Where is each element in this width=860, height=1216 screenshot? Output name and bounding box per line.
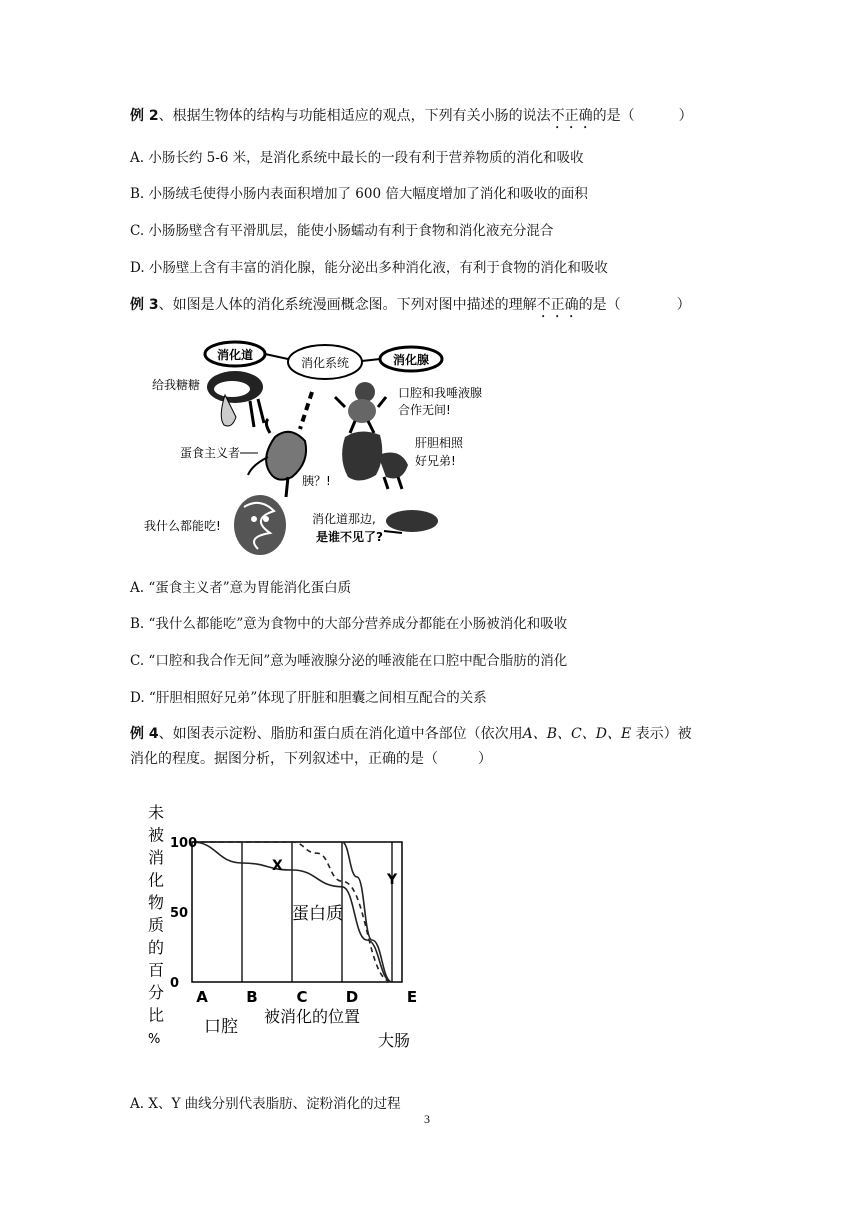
stomach-icon xyxy=(248,419,306,480)
small-intestine-icon xyxy=(234,495,286,555)
pancreas-question: 胰？! xyxy=(302,474,331,488)
x-tick-label: C xyxy=(296,988,308,1006)
series-label-protein: 蛋白质 xyxy=(292,904,343,924)
chart-x-ticks xyxy=(196,988,417,1006)
bubble-left-text: 消化道 xyxy=(216,348,254,362)
liver-icon xyxy=(342,431,408,489)
x-tick-label: B xyxy=(246,988,258,1006)
mouth-caption: 给我糖糖 xyxy=(152,378,201,392)
y-label-char: 质 xyxy=(148,915,165,935)
q3-option-b: B. “我什么都能吃”意为食物中的大部分营养成分都能在小肠被消化和吸收 xyxy=(130,616,568,632)
q2-stem: 例 2、根据生物体的结构与功能相适应的观点，下列有关小肠的说法不正确的是（ ） xyxy=(130,108,693,124)
q3-label: 例 3 xyxy=(130,297,159,313)
y-label-char: 未 xyxy=(148,803,165,822)
q2-option-a: A. 小肠长约 5-6 米，是消化系统中最长的一段有利于营养物质的消化和吸收 xyxy=(130,150,584,166)
q4-stem-line1: 例 4、如图表示淀粉、脂肪和蛋白质在消化道中各部位（依次用A、B、C、D、E 表示）被 xyxy=(130,726,692,742)
q4-label: 例 4 xyxy=(130,726,159,742)
series-label-x: X xyxy=(272,858,283,874)
intestine-caption: 我什么都能吃! xyxy=(144,519,221,533)
salivary-caption-2: 合作无间! xyxy=(398,403,451,417)
y-tick-label: 0 xyxy=(170,976,180,991)
y-label-char: % xyxy=(148,1032,161,1047)
digestive-cartoon-diagram xyxy=(140,337,520,565)
q3-emphasis: 不正确 xyxy=(536,297,579,313)
q3-option-c: C. “口腔和我合作无间”意为唾液腺分泌的唾液能在口腔中配合脂肪的消化 xyxy=(130,653,568,669)
y-label-char: 化 xyxy=(148,870,165,890)
q2-option-b: B. 小肠绒毛使得小肠内表面积增加了 600 倍大幅度增加了消化和吸收的面积 xyxy=(130,186,588,202)
bubble-right-text: 消化腺 xyxy=(392,353,430,367)
y-label-char: 的 xyxy=(148,938,165,957)
q4-stem-line2: 消化的程度。据图分析，下列叙述中，正确的是（ ） xyxy=(130,751,492,767)
region-label-large-intestine: 大肠 xyxy=(378,1031,411,1050)
y-label-char: 消 xyxy=(148,848,165,867)
x-tick-label: A xyxy=(196,988,208,1006)
q3-option-d: D. “肝胆相照好兄弟”体现了肝脏和胆囊之间相互配合的关系 xyxy=(130,690,487,706)
chart-series xyxy=(192,842,398,982)
y-label-char: 被 xyxy=(148,825,165,845)
pancreas-caption-1: 消化道那边, xyxy=(312,512,376,526)
q4-option-a: A. X、Y 曲线分别代表脂肪、淀粉消化的过程 xyxy=(130,1096,401,1112)
mouth-cartoon-icon xyxy=(207,371,264,427)
stomach-caption: 蛋食主义者 xyxy=(180,446,241,460)
liver-caption-2: 好兄弟! xyxy=(415,454,456,468)
chart-x-axis-label: 被消化的位置 xyxy=(264,1007,361,1026)
bubble-center-text: 消化系统 xyxy=(300,356,350,370)
y-label-char: 分 xyxy=(148,983,165,1002)
y-label-char: 比 xyxy=(148,1005,165,1025)
y-label-char: 百 xyxy=(148,960,165,980)
x-tick-label: E xyxy=(406,988,418,1006)
chart-y-axis-label xyxy=(148,803,164,1047)
y-label-char: 物 xyxy=(148,893,165,912)
q2-option-c: C. 小肠肠壁含有平滑肌层，能使小肠蠕动有利于食物和消化液充分混合 xyxy=(130,223,554,239)
q2-option-d: D. 小肠壁上含有丰富的消化腺，能分泌出多种消化液，有利于食物的消化和吸收 xyxy=(130,260,608,276)
series-label-y: Y xyxy=(387,872,398,888)
pancreas-caption-2: 是谁不见了? xyxy=(316,530,383,544)
q2-emphasis: 不正确 xyxy=(550,108,593,124)
y-tick-label: 50 xyxy=(170,906,189,921)
q2-label: 例 2 xyxy=(130,108,159,124)
salivary-gland-icon xyxy=(335,382,386,433)
salivary-caption-1: 口腔和我唾液腺 xyxy=(398,386,483,400)
chart-y-ticks xyxy=(170,836,197,991)
q3-stem: 例 3、如图是人体的消化系统漫画概念图。下列对图中描述的理解不正确的是（ ） xyxy=(130,297,691,313)
pancreas-icon xyxy=(384,510,438,533)
page-number: 3 xyxy=(424,1112,430,1126)
y-tick-label: 100 xyxy=(170,836,198,851)
q4-letters: A、B、C、D、E xyxy=(522,726,632,742)
esophagus-link xyxy=(300,392,312,429)
liver-caption-1: 肝胆相照 xyxy=(415,436,464,450)
digestion-chart xyxy=(140,790,440,1070)
q3-option-a: A. “蛋食主义者”意为胃能消化蛋白质 xyxy=(130,580,352,596)
region-label-mouth: 口腔 xyxy=(204,1017,238,1037)
x-tick-label: D xyxy=(345,988,359,1006)
